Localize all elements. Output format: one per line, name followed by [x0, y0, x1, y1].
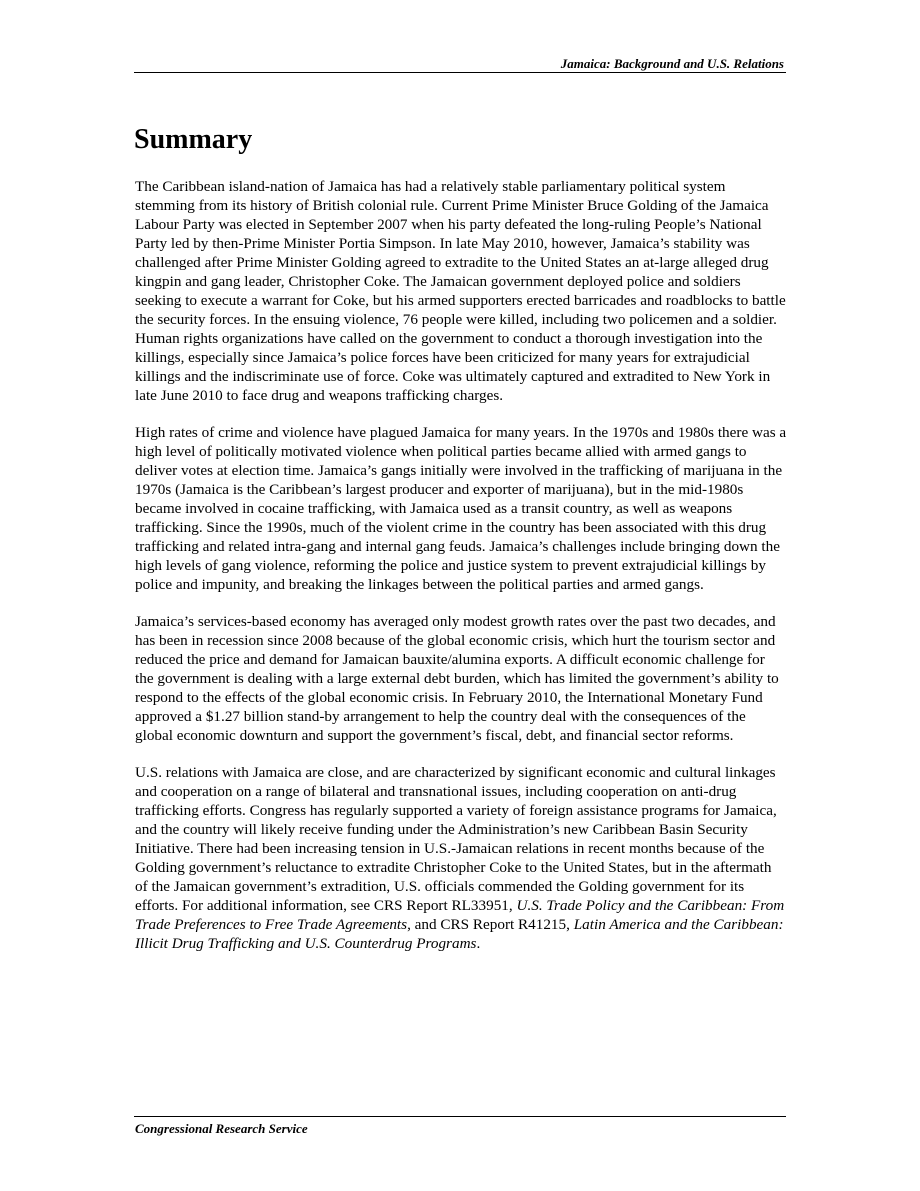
running-header-title: Jamaica: Background and U.S. Relations	[560, 56, 784, 71]
paragraph-2: High rates of crime and violence have plagued Jamaica for many years. In the 1970s and 1980s there was a high level of politically motivated violence when political parties became allied with armed gangs to deliver votes at election time. Jamaica’s gangs initially were involved in the trafficking of marijuana in the 1970s (Jamaica is the Caribbean’s largest producer and exporter of marijuana), but in the mid-1980s became involved in cocaine trafficking, with Jamaica used as a transit country, as well as weapons trafficking. Since the 1990s, much of the violent crime in the country has been associated with this drug trafficking and related intra-gang and internal gang feuds. Jamaica’s challenges include bringing down the high levels of gang violence, reforming the police and justice system to prevent extrajudicial killings by police and impunity, and breaking the linkages between the political parties and armed gangs.	[135, 424, 787, 593]
summary-body	[135, 177, 787, 971]
paragraph-3: Jamaica’s services-based economy has averaged only modest growth rates over the past two decades, and has been in recession since 2008 because of the global economic crisis, which hurt the tourism sector and reduced the price and demand for Jamaican bauxite/alumina exports. A difficult economic challenge for the government is dealing with a large external debt burden, which has limited the government’s ability to respond to the effects of the global economic crisis. In February 2010, the International Monetary Fund approved a $1.27 billion stand-by arrangement to help the country deal with the consequences of the global economic downturn and support the government’s fiscal, debt, and financial sector reforms.	[135, 613, 779, 744]
footer-rule	[134, 1116, 786, 1117]
report-title-r41215: Latin America and the Caribbean: Illicit Drug Trafficking and U.S. Counterdrug Programs	[135, 916, 784, 952]
paragraph-4-end: .	[476, 935, 481, 952]
paragraph-4-middle: , and CRS Report R41215,	[407, 916, 574, 933]
paragraph-1: The Caribbean island-nation of Jamaica has had a relatively stable parliamentary political system stemming from its history of British colonial rule. Current Prime Minister Bruce Golding of the Jamaica Labour Party was elected in September 2007 when his party defeated the long-ruling People’s National Party led by then-Prime Minister Portia Simpson. In late May 2010, however, Jamaica’s stability was challenged after Prime Minister Golding agreed to extradite to the United States an at-large alleged drug kingpin and gang leader, Christopher Coke. The Jamaican government deployed police and soldiers seeking to execute a warrant for Coke, but his armed supporters erected barricades and roadblocks to battle the security forces. In the ensuing violence, 76 people were killed, including two policemen and a soldier. Human rights organizations have called on the government to conduct a thorough investigation into the killings, especially since Jamaica’s police forces have been criticized for many years for extrajudicial killings and the indiscriminate use of force. Coke was ultimately captured and extradited to New York in late June 2010 to face drug and weapons trafficking charges.	[135, 178, 786, 404]
paragraph-4	[135, 763, 787, 953]
report-title-rl33951: U.S. Trade Policy and the Caribbean: From Trade Preferences to Free Trade Agreements	[135, 897, 785, 933]
header-rule	[134, 72, 786, 73]
paragraph-4-text: U.S. relations with Jamaica are close, and are characterized by significant economic and cultural linkages and cooperation on a range of bilateral and transnational issues, including cooperation on anti-drug trafficking efforts. Congress has regularly supported a variety of foreign assistance programs for Jamaica, and the country will likely receive funding under the Administration’s new Caribbean Basin Security Initiative. There had been increasing tension in U.S.-Jamaican relations in recent months because of the Golding government’s reluctance to extradite Christopher Coke to the United States, but in the aftermath of the Jamaican government’s extradition, U.S. officials commended the Golding government for its efforts. For additional information, see CRS Report RL33951,	[135, 764, 777, 914]
footer-publisher: Congressional Research Service	[135, 1121, 308, 1136]
page-title: Summary	[134, 124, 253, 155]
